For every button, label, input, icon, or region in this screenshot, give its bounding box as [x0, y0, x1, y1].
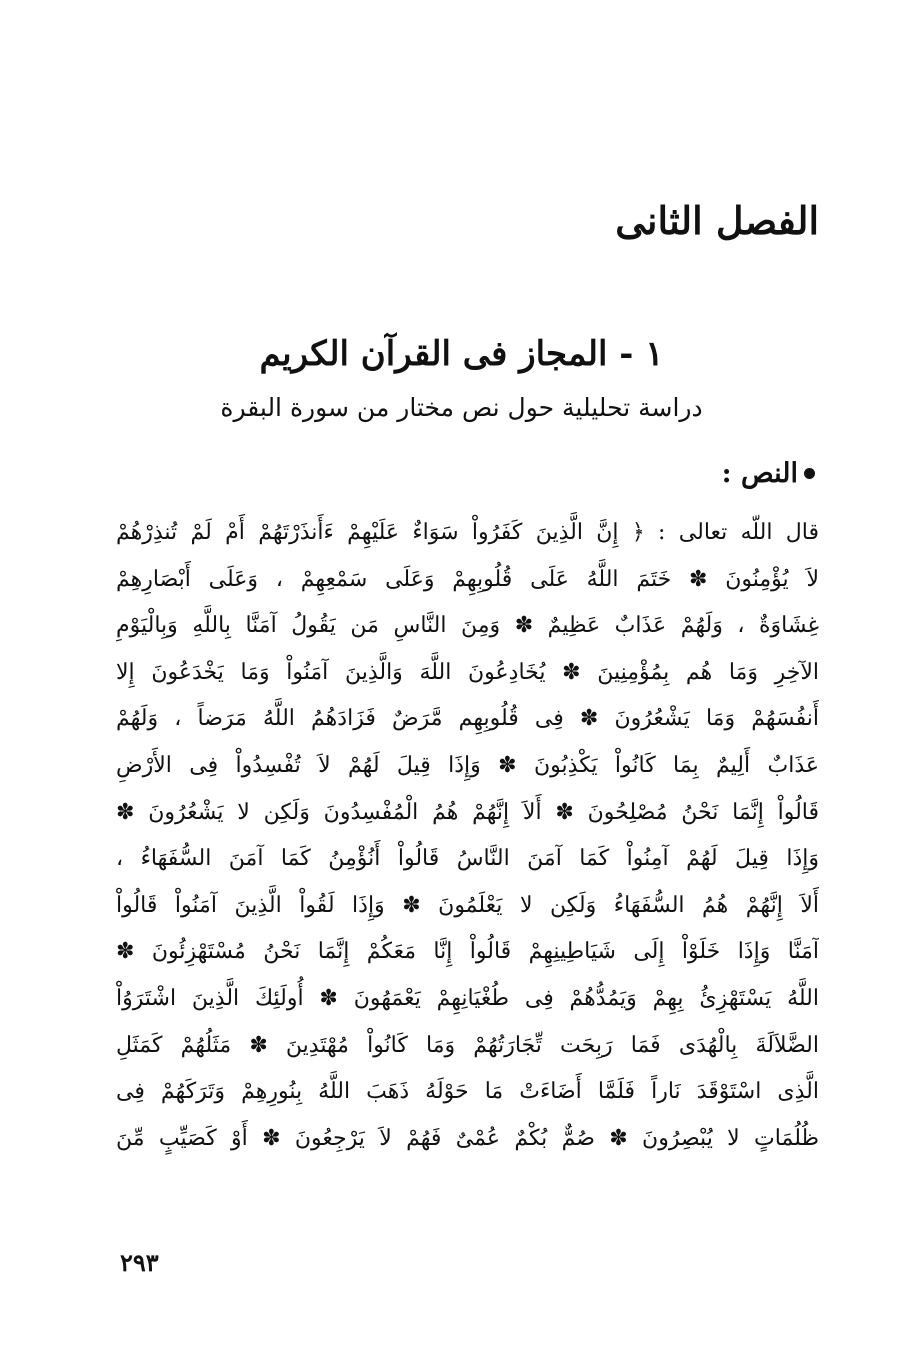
passage-line: قال اللّه تعالى : ﴿ إِنَّ الَّذِينَ كَفَرُواْ سَوَاءٌ عَلَيْهِمْ ءَأَنذَرْتَهُمْ أَمْ لَمْ تُنذِرْهُمْ: [116, 520, 819, 545]
section-subtitle: دراسة تحليلية حول نص مختار من سورة البقرة: [220, 393, 703, 422]
chapter-title: الفصل الثانى: [615, 198, 819, 243]
quran-passage: [116, 510, 819, 1162]
passage-line: الآخِرِ وَمَا هُم بِمُؤْمِنِينَ ✽ يُخَادِعُونَ اللَّهَ وَالَّذِينَ آمَنُواْ وَمَا يَخْدَعُونَ إِلا: [116, 659, 819, 685]
passage-line: عَذَابٌ أَلِيمٌ بِمَا كَانُواْ يَكْذِبُونَ ✽ وَإِذَا قِيلَ لَهُمْ لاَ تُفْسِدُواْ فِى الأَرْضِ: [116, 752, 819, 778]
text-heading: [722, 456, 815, 491]
bullet-icon: [804, 468, 815, 479]
passage-line: اللَّهُ يَسْتَهْزِئُ بِهِمْ وَيَمُدُّهُمْ فِى طُغْيَانِهِمْ يَعْمَهُونَ ✽ أُولَئِكَ الَّذِينَ اشْتَرَوُاْ: [116, 985, 819, 1011]
passage-line: أَنفُسَهُمْ وَمَا يَشْعُرُونَ ✽ فِى قُلُوبِهِم مَّرَضٌ فَزَادَهُمُ اللَّهُ مَرَضاً ، وَلَهُمْ: [116, 706, 819, 732]
passage-line: الضَّلاَلَةَ بِالْهُدَى فَمَا رَبِحَت تِّجَارَتُهُمْ وَمَا كَانُواْ مُهْتَدِينَ ✽ مَثَلُهُمْ كَمَثَلِ: [116, 1032, 819, 1058]
text-heading-label: النص :: [721, 458, 798, 489]
passage-line: أَلاَ إِنَّهُمْ هُمُ السُّفَهَاءُ وَلَكِن لا يَعْلَمُونَ ✽ وَإِذَا لَقُواْ الَّذِينَ آمَنُواْ قَالُواْ: [116, 892, 819, 918]
passage-line: لاَ يُؤْمِنُونَ ✽ خَتَمَ اللَّهُ عَلَى قُلُوبِهِمْ وَعَلَى سَمْعِهِمْ ، وَعَلَى أَبْصَارِهِمْ: [116, 566, 819, 592]
passage-line: الَّذِى اسْتَوْقَدَ نَاراً فَلَمَّا أَضَاءَتْ مَا حَوْلَهُ ذَهَبَ اللَّهُ بِنُورِهِمْ وَتَرَكَهُمْ فِى: [116, 1079, 819, 1105]
passage-line: آمَنَّا وَإِذَا خَلَوْاْ إِلَى شَيَاطِينِهِمْ قَالُواْ إِنَّا مَعَكُمْ إِنَّمَا نَحْنُ مُسْتَهْزِئُونَ ✽: [116, 939, 819, 965]
passage-line: ظُلُمَاتٍ لا يُبْصِرُونَ ✽ صُمٌّ بُكْمٌ عُمْىٌ فَهُمْ لاَ يَرْجِعُونَ ✽ أَوْ كَصَيِّبٍ مِّنَ: [116, 1125, 819, 1151]
passage-line: غِشَاوَةٌ ، وَلَهُمْ عَذَابٌ عَظِيمٌ ✽ وَمِنَ النَّاسِ مَن يَقُولُ آمَنَّا بِاللَّهِ وَبِالْيَوْمِ: [116, 613, 819, 639]
page-number: ٢٩٣: [120, 1248, 159, 1277]
passage-line: قَالُواْ إِنَّمَا نَحْنُ مُصْلِحُونَ ✽ أَلاَ إِنَّهُمْ هُمُ الْمُفْسِدُونَ وَلَكِن لا يَشْعُرُونَ ✽: [116, 799, 819, 825]
passage-line: وَإِذَا قِيلَ لَهُمْ آمِنُواْ كَمَا آمَنَ النَّاسُ قَالُواْ أَنُؤْمِنُ كَمَا آمَنَ السُّفَهَاءُ ،: [116, 846, 819, 872]
section-title: ١ - المجاز فى القرآن الكريم: [259, 334, 664, 374]
